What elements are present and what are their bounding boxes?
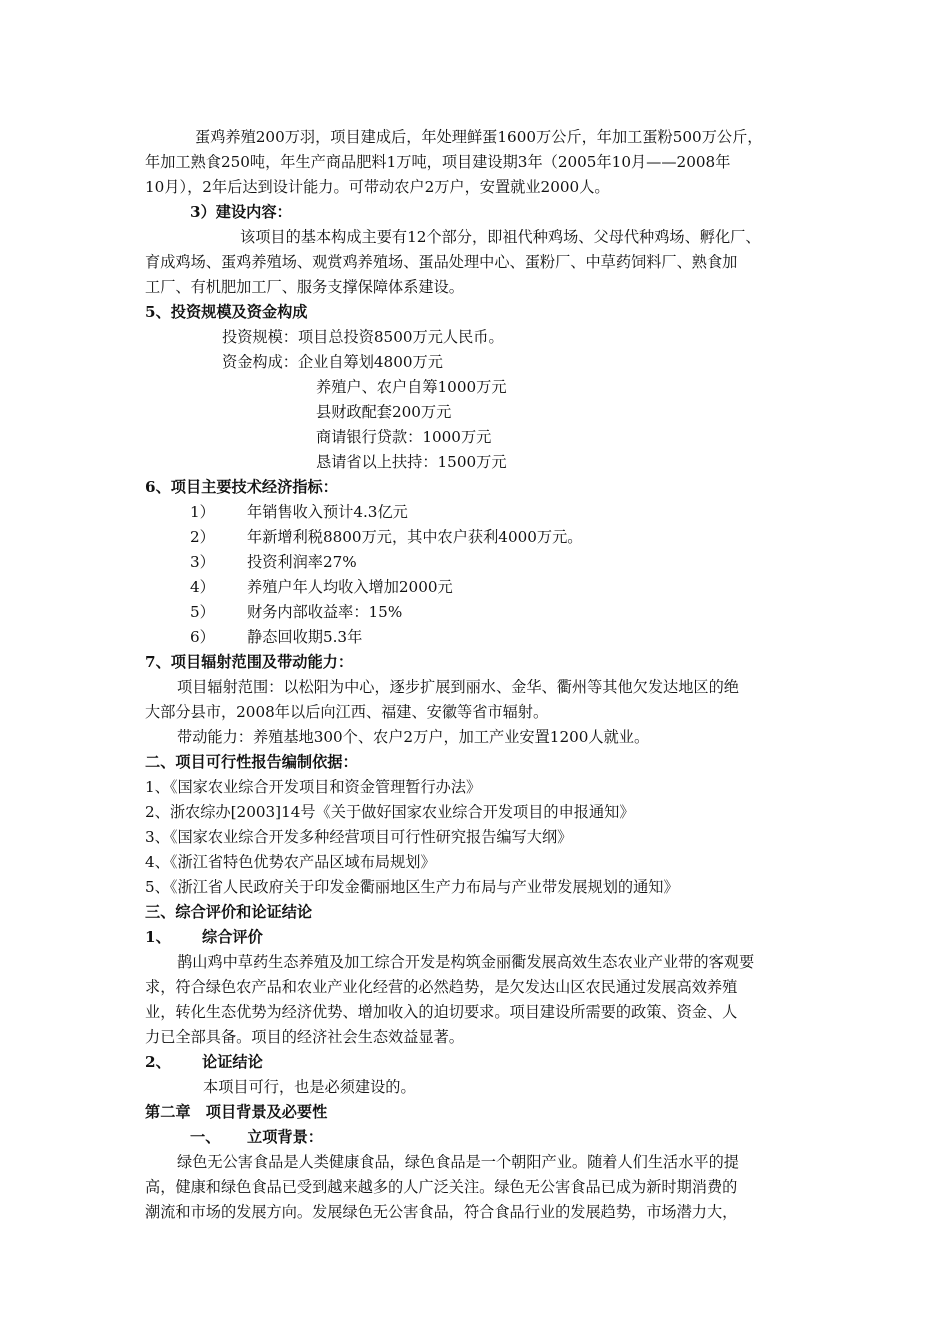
indicator-text: 年新增利税8800万元，其中农户获利4000万元。 [247,528,583,546]
basis-item: 5、《浙江省人民政府关于印发金衢丽地区生产力布局与产业带发展规划的通知》 [145,878,679,896]
indicator-number: 2） [190,528,215,546]
radiation-line-3: 带动能力：养殖基地300个、农户2万户，加工产业安置1200人就业。 [177,728,650,746]
subheading-number: 1、 [145,928,171,946]
evaluation-subheading-1 [145,925,810,950]
chapter-subheading [190,1125,810,1150]
background-para-line: 绿色无公害食品是人类健康食品，绿色食品是一个朝阳产业。随着人们生活水平的提 [177,1153,739,1171]
scale-line-1: 蛋鸡养殖200万羽，项目建成后，年处理鲜蛋1600万公斤，年加工蛋粉500万公斤， [195,128,763,146]
subheading-number: 2、 [145,1053,171,1071]
indicator-text: 年销售收入预计4.3亿元 [247,503,408,521]
background-para-line: 高，健康和绿色食品已受到越来越多的人广泛关注。绿色无公害食品已成为新时期消费的 [145,1178,738,1196]
evaluation-heading: 三、综合评价和论证结论 [145,903,313,921]
investment-scale: 投资规模：项目总投资8500万元人民币。 [222,328,504,346]
indicator-number: 3） [190,553,215,571]
radiation-heading: 7、项目辐射范围及带动能力： [145,653,354,671]
scale-line-3: 10月），2年后达到设计能力。可带动农户2万户，安置就业2000人。 [145,178,610,196]
funding-item: 县财政配套200万元 [316,403,452,421]
subheading-title: 立项背景： [247,1128,323,1146]
basis-heading: 二、项目可行性报告编制依据： [145,753,358,771]
construction-line-2: 育成鸡场、蛋鸡养殖场、观赏鸡养殖场、蛋品处理中心、蛋粉厂、中草药饲料厂、熟食加 [145,253,738,271]
indicator-number: 5） [190,603,215,621]
subheading-number: 一、 [190,1128,221,1146]
indicator-item [190,550,810,575]
indicator-text: 财务内部收益率：15% [247,603,403,621]
funding-item: 商请银行贷款：1000万元 [316,428,492,446]
evaluation-para-line: 业，转化生态优势为经济优势、增加收入的迫切要求。项目建设所需要的政策、资金、人 [145,1003,738,1021]
radiation-line-1: 项目辐射范围：以松阳为中心，逐步扩展到丽水、金华、衢州等其他欠发达地区的绝 [177,678,739,696]
indicator-text: 投资利润率27% [247,553,357,571]
chapter-title: 第二章 项目背景及必要性 [145,1103,328,1121]
basis-item: 1、《国家农业综合开发项目和资金管理暂行办法》 [145,778,482,796]
indicator-number: 4） [190,578,215,596]
evaluation-para-line: 求，符合绿色农产品和农业产业化经营的必然趋势，是欠发达山区农民通过发展高效养殖 [145,978,738,996]
funding-item: 资金构成：企业自筹划4800万元 [222,353,443,371]
scale-line-2: 年加工熟食250吨，年生产商品肥料1万吨，项目建设期3年（2005年10月——2008年 [145,153,731,171]
indicator-number: 6） [190,628,215,646]
indicator-text: 静态回收期5.3年 [247,628,363,646]
radiation-line-2: 大部分县市，2008年以后向江西、福建、安徽等省市辐射。 [145,703,549,721]
basis-item: 3、《国家农业综合开发多种经营项目可行性研究报告编写大纲》 [145,828,573,846]
indicator-text: 养殖户年人均收入增加2000元 [247,578,453,596]
indicator-number: 1） [190,503,215,521]
investment-heading: 5、投资规模及资金构成 [145,303,308,321]
basis-item: 2、浙农综办[2003]14号《关于做好国家农业综合开发项目的申报通知》 [145,803,635,821]
indicator-item [190,625,810,650]
background-para-line: 潮流和市场的发展方向。发展绿色无公害食品，符合食品行业的发展趋势，市场潜力大， [145,1203,738,1221]
construction-heading: 3）建设内容： [190,203,292,221]
basis-item: 4、《浙江省特色优势农产品区域布局规划》 [145,853,436,871]
evaluation-para-line: 力已全部具备。项目的经济社会生态效益显著。 [145,1028,464,1046]
indicator-item [190,500,810,525]
construction-line-1: 该项目的基本构成主要有12个部分，即祖代种鸡场、父母代种鸡场、孵化厂、 [240,228,761,246]
funding-item: 养殖户、农户自筹1000万元 [316,378,507,396]
indicator-item [190,575,810,600]
indicators-heading: 6、项目主要技术经济指标： [145,478,338,496]
evaluation-para-line: 鹊山鸡中草药生态养殖及加工综合开发是构筑金丽衢发展高效生态农业产业带的客观要 [177,953,755,971]
indicator-item [190,525,810,550]
funding-item: 恳请省以上扶持：1500万元 [316,453,507,471]
evaluation-subheading-2 [145,1050,810,1075]
indicator-item [190,600,810,625]
subheading-title: 论证结论 [202,1053,263,1071]
subheading-title: 综合评价 [202,928,263,946]
construction-line-3: 工厂、有机肥加工厂、服务支撑保障体系建设。 [145,278,464,296]
conclusion-text: 本项目可行，也是必须建设的。 [203,1078,416,1096]
